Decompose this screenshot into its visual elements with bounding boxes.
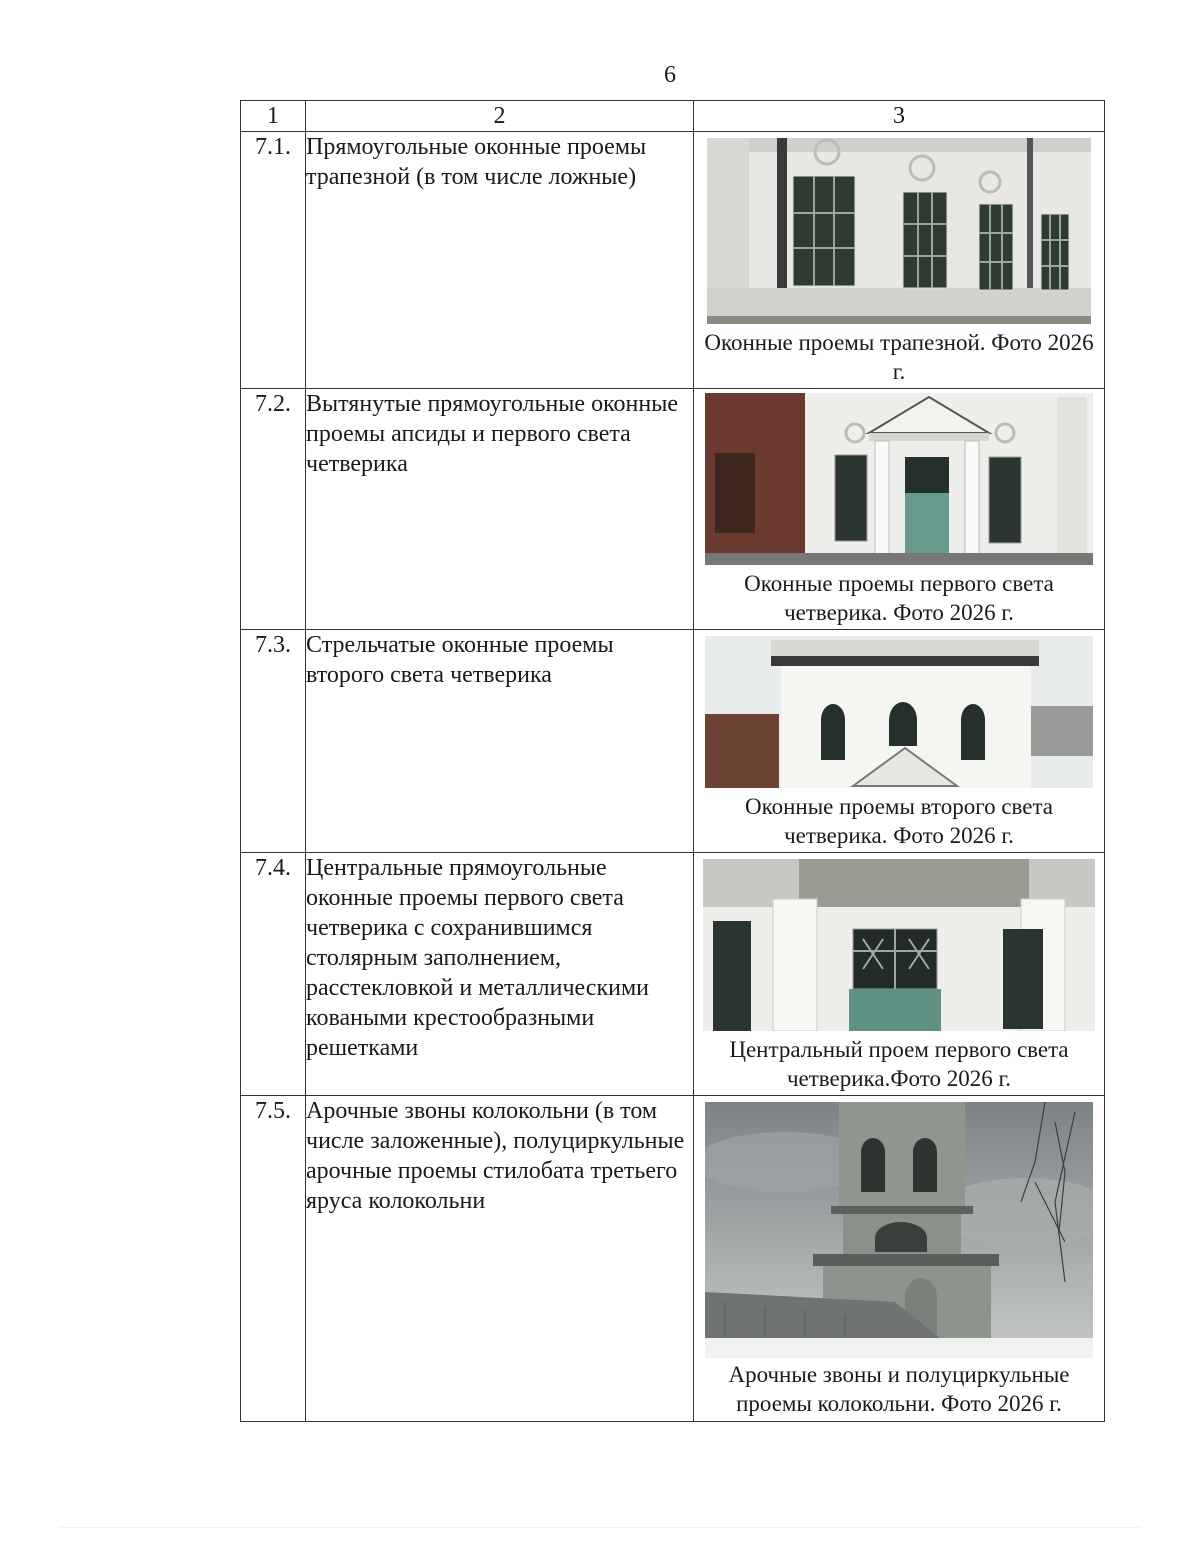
photo-cell <box>694 132 1105 389</box>
photo-cell <box>694 389 1105 630</box>
photo-caption: Оконные проемы трапезной. Фото 2026 г. <box>704 330 1094 384</box>
objects-table <box>240 100 1105 1422</box>
photo-caption: Арочные звоны и полуциркульные проемы колокольни. Фото 2026 г. <box>728 1362 1070 1416</box>
table-row <box>241 1096 1105 1422</box>
row-number: 7.3. <box>241 630 306 853</box>
page-number-text: 6 <box>664 62 676 88</box>
photo-cell <box>694 853 1105 1096</box>
row-description: Арочные звоны колокольни (в том числе заложенные), полуциркульные арочные проемы стилобата третьего яруса колокольни <box>306 1096 694 1422</box>
row-description: Прямоугольные оконные проемы трапезной (в том числе ложные) <box>306 132 694 389</box>
header-row <box>241 101 1105 132</box>
photo-caption: Центральный проем первого света четверика.Фото 2026 г. <box>729 1037 1069 1091</box>
header-col-1: 1 <box>241 101 306 132</box>
header-col-3: 3 <box>694 101 1105 132</box>
header-col-2: 2 <box>306 101 694 132</box>
photo-central-window <box>703 859 1095 1031</box>
row-number: 7.4. <box>241 853 306 1096</box>
photo-cell <box>694 1096 1105 1422</box>
table-row <box>241 389 1105 630</box>
row-number: 7.2. <box>241 389 306 630</box>
table-row <box>241 853 1105 1096</box>
photo-cell <box>694 630 1105 853</box>
photo-first-light-windows <box>705 393 1093 565</box>
row-description: Центральные прямоугольные оконные проемы первого света четверика с сохранившимся столярным заполнением, расстекловкой и металлическими коваными крестообразными решетками <box>306 853 694 1096</box>
photo-refectory-windows <box>707 138 1091 324</box>
table-row <box>241 132 1105 389</box>
page-bottom-edge <box>60 1527 1140 1528</box>
photo-second-light-windows <box>705 636 1093 788</box>
row-description: Вытянутые прямоугольные оконные проемы апсиды и первого света четверика <box>306 389 694 630</box>
row-number: 7.1. <box>241 132 306 389</box>
table-row <box>241 630 1105 853</box>
photo-bell-tower <box>705 1102 1093 1358</box>
photo-caption: Оконные проемы первого света четверика. Фото 2026 г. <box>744 571 1054 625</box>
row-description: Стрельчатые оконные проемы второго света четверика <box>306 630 694 853</box>
photo-caption: Оконные проемы второго света четверика. Фото 2026 г. <box>744 794 1054 848</box>
row-number: 7.5. <box>241 1096 306 1422</box>
